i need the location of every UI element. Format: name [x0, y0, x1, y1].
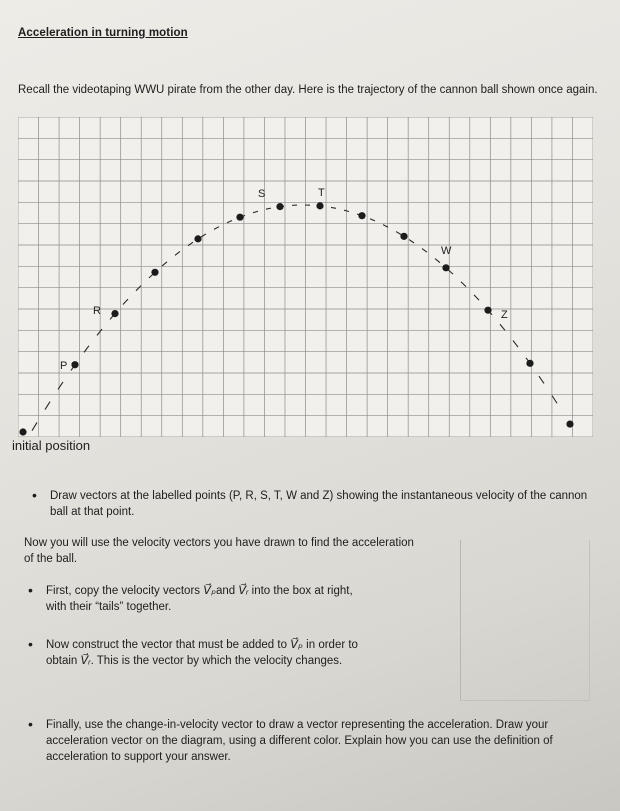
trajectory-point [400, 233, 407, 240]
initial-position-caption: initial position [12, 438, 91, 453]
point-label-w: W [441, 245, 452, 257]
instruction-construct-text-b: in order to [302, 639, 358, 651]
trajectory-point [442, 264, 449, 271]
trajectory-point [111, 310, 118, 317]
trajectory-point [19, 428, 26, 435]
vector-vp-symbol: V⃗ₚ [203, 585, 217, 597]
instruction-paragraph: Now you will use the velocity vectors you have drawn to find the acceleration of the ball. [24, 537, 414, 565]
instruction-construct-text-d: . This is the vector by which the velocity changes. [90, 655, 343, 667]
trajectory-point [358, 212, 365, 219]
instruction-construct-vector [46, 637, 446, 669]
instruction-copy-text-a: First, copy the velocity vectors [46, 585, 204, 597]
instruction-copy-text-b: and [216, 585, 239, 597]
trajectory-point [484, 307, 491, 314]
bullet-dot-4: • [28, 716, 33, 732]
point-label-s: S [258, 188, 266, 200]
trajectory-point [194, 235, 201, 242]
instruction-copy-vectors [46, 583, 446, 615]
vector-answer-box[interactable] [460, 540, 590, 701]
point-label-p: P [60, 360, 68, 372]
instruction-acceleration: Finally, use the change-in-velocity vector to draw a vector representing the acceleration. Draw your acceleration vector on the diagram, using a different color. Explain how you can use the definition of acceleration to support your answer. [46, 719, 553, 763]
trajectory-point [316, 202, 323, 209]
instruction-copy-text-line2: with their “tails” together. [46, 601, 172, 613]
vector-vr-symbol-2: V⃗ᵣ [80, 655, 91, 667]
trajectory-point [71, 361, 78, 368]
trajectory-point [566, 420, 573, 427]
instruction-construct-text-c: obtain [46, 655, 81, 667]
trajectory-point [236, 214, 243, 221]
point-label-r: R [93, 305, 101, 317]
instruction-construct-text-a: Now construct the vector that must be added to [46, 639, 291, 651]
vector-vr-symbol: V⃗ᵣ [238, 585, 249, 597]
bullet-dot-2: • [28, 582, 33, 598]
point-label-t: T [318, 187, 325, 199]
trajectory-point [151, 269, 158, 276]
trajectory-point [276, 203, 283, 210]
bullet-dot-1: • [32, 487, 37, 503]
vector-vp-symbol-2: V⃗ₚ [290, 639, 303, 651]
trajectory-point [526, 360, 533, 367]
worksheet-title: Acceleration in turning motion [18, 27, 188, 39]
instruction-copy-text-c: into the box at right, [248, 585, 353, 597]
intro-text: Recall the videotaping WWU pirate from the other day. Here is the trajectory of the cannon ball shown once again. [18, 84, 598, 96]
trajectory-svg [18, 117, 593, 437]
instruction-draw-vectors: Draw vectors at the labelled points (P, R, S, T, W and Z) showing the instantaneous velocity of the cannon ball at that point. [50, 490, 588, 518]
trajectory-diagram [18, 117, 593, 437]
point-label-z: Z [501, 309, 508, 321]
bullet-dot-3: • [28, 636, 33, 652]
